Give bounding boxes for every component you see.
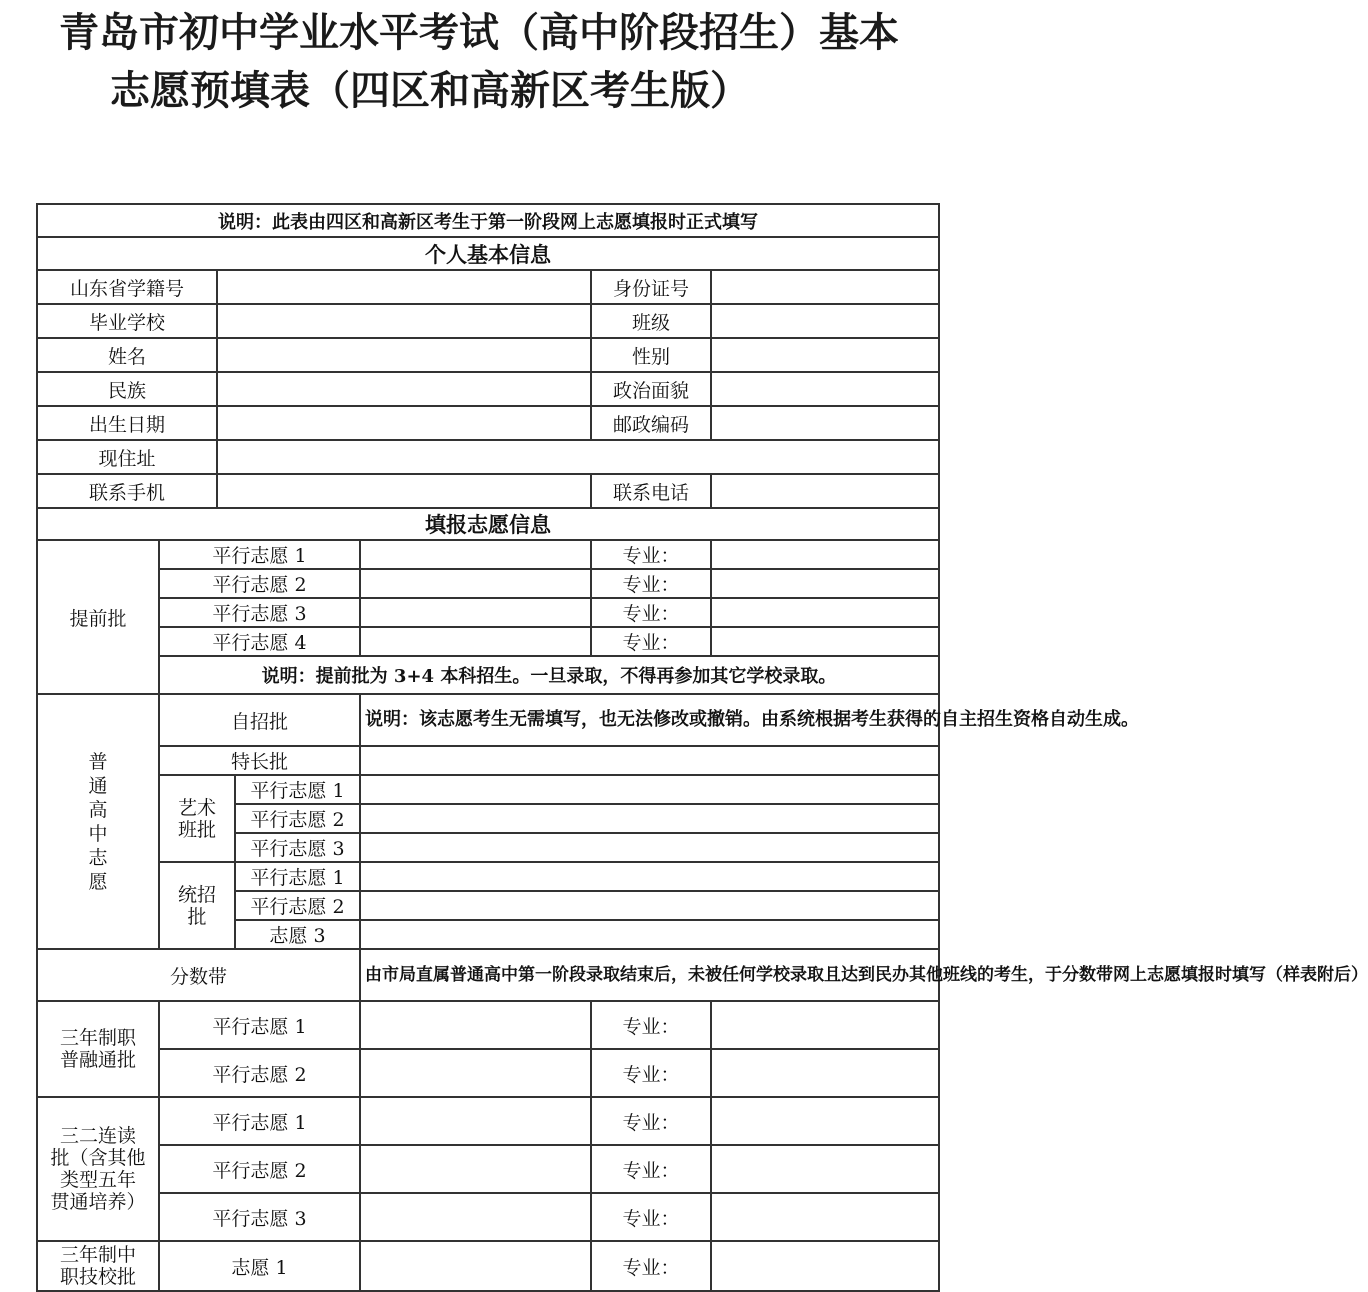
field-class[interactable] <box>711 304 939 338</box>
three-two-choice-2-field[interactable] <box>360 1145 591 1193</box>
three-two-major-2-label: 专业： <box>591 1145 711 1193</box>
label-phone: 联系电话 <box>591 474 711 508</box>
tech-school-choice-1-label: 志愿 1 <box>159 1241 360 1291</box>
early-choice-2-label: 平行志愿 2 <box>159 569 360 598</box>
early-choice-1-field[interactable] <box>360 540 591 569</box>
label-birth-date: 出生日期 <box>37 406 217 440</box>
art-class-label-line: 班批 <box>177 818 216 841</box>
field-birth-date[interactable] <box>217 406 591 440</box>
early-choice-3-label: 平行志愿 3 <box>159 598 360 627</box>
field-name[interactable] <box>217 338 591 372</box>
self-recruit-label: 自招批 <box>159 694 360 746</box>
general-high-char: 高 <box>88 798 108 821</box>
three-two-choice-2-label: 平行志愿 2 <box>159 1145 360 1193</box>
unified-choice-1-label: 平行志愿 1 <box>235 862 360 891</box>
label-class: 班级 <box>591 304 711 338</box>
label-gender: 性别 <box>591 338 711 372</box>
tech-school-choice-1-field[interactable] <box>360 1241 591 1291</box>
vocational-label-line: 普融通批 <box>59 1049 136 1071</box>
label-id-card: 身份证号 <box>591 270 711 304</box>
form-title-line1: 青岛市初中学业水平考试（高中阶段招生）基本 <box>59 10 899 56</box>
field-id-card[interactable] <box>711 270 939 304</box>
unified-choice-3-field[interactable] <box>360 920 939 949</box>
field-postal-code[interactable] <box>711 406 939 440</box>
art-choice-2-label: 平行志愿 2 <box>235 804 360 833</box>
personal-info-header: 个人基本信息 <box>37 237 939 270</box>
field-student-id[interactable] <box>217 270 591 304</box>
self-recruit-note: 说明：该志愿考生无需填写，也无法修改或撤销。由系统根据考生获得的自主招生资格自动生成。 <box>360 694 939 746</box>
art-class-label <box>159 775 235 862</box>
tech-school-batch-label <box>37 1241 159 1291</box>
early-major-3-label: 专业： <box>591 598 711 627</box>
early-choice-4-label: 平行志愿 4 <box>159 627 360 656</box>
three-two-choice-3-label: 平行志愿 3 <box>159 1193 360 1241</box>
tech-school-label-line: 职技校批 <box>59 1266 136 1288</box>
specialty-batch-field[interactable] <box>360 746 939 775</box>
three-two-label-line: 三二连读 <box>59 1125 136 1147</box>
three-two-label-line: 类型五年 <box>59 1169 136 1191</box>
three-two-choice-3-field[interactable] <box>360 1193 591 1241</box>
tech-school-label-line: 三年制中 <box>59 1244 136 1266</box>
vocational-choice-2-field[interactable] <box>360 1049 591 1097</box>
three-two-label-line: 批（含其他 <box>50 1147 146 1169</box>
vocational-choice-1-label: 平行志愿 1 <box>159 1001 360 1049</box>
vocational-major-2-field[interactable] <box>711 1049 939 1097</box>
label-school: 毕业学校 <box>37 304 217 338</box>
vocational-major-1-field[interactable] <box>711 1001 939 1049</box>
general-high-label <box>37 694 159 949</box>
early-major-3-field[interactable] <box>711 598 939 627</box>
vocational-choice-1-field[interactable] <box>360 1001 591 1049</box>
unified-choice-2-label: 平行志愿 2 <box>235 891 360 920</box>
general-high-char: 中 <box>88 822 108 845</box>
general-high-char: 普 <box>88 750 108 773</box>
label-mobile: 联系手机 <box>37 474 217 508</box>
art-choice-2-field[interactable] <box>360 804 939 833</box>
art-choice-1-label: 平行志愿 1 <box>235 775 360 804</box>
instruction-row: 说明：此表由四区和高新区考生于第一阶段网上志愿填报时正式填写 <box>37 204 939 237</box>
tech-school-major-field[interactable] <box>711 1241 939 1291</box>
score-band-label: 分数带 <box>37 949 360 1001</box>
tech-school-major-label: 专业： <box>591 1241 711 1291</box>
early-batch-note: 说明：提前批为 3+4 本科招生。一旦录取，不得再参加其它学校录取。 <box>159 656 939 694</box>
label-postal-code: 邮政编码 <box>591 406 711 440</box>
unified-choice-1-field[interactable] <box>360 862 939 891</box>
vocational-major-1-label: 专业： <box>591 1001 711 1049</box>
score-band-note: 由市局直属普通高中第一阶段录取结束后，未被任何学校录取且达到民办其他班线的考生，于分数带网上志愿填报时填写（样表附后） <box>360 949 939 1001</box>
field-address[interactable] <box>217 440 939 474</box>
general-high-char: 通 <box>88 774 108 797</box>
unified-choice-3-label: 志愿 3 <box>235 920 360 949</box>
field-school[interactable] <box>217 304 591 338</box>
volunteer-info-header: 填报志愿信息 <box>37 508 939 540</box>
three-two-major-3-label: 专业： <box>591 1193 711 1241</box>
volunteer-form-table <box>36 203 1368 1292</box>
art-choice-3-label: 平行志愿 3 <box>235 833 360 862</box>
general-high-char: 愿 <box>88 870 108 893</box>
specialty-batch-label: 特长批 <box>159 746 360 775</box>
art-class-label-line: 艺术 <box>177 796 216 819</box>
field-gender[interactable] <box>711 338 939 372</box>
art-choice-3-field[interactable] <box>360 833 939 862</box>
field-mobile[interactable] <box>217 474 591 508</box>
field-phone[interactable] <box>711 474 939 508</box>
general-high-char: 志 <box>88 846 108 869</box>
three-two-batch-label <box>37 1097 159 1241</box>
early-major-1-label: 专业： <box>591 540 711 569</box>
three-two-choice-1-label: 平行志愿 1 <box>159 1097 360 1145</box>
form-title-line2: 志愿预填表（四区和高新区考生版） <box>110 68 750 114</box>
three-two-major-2-field[interactable] <box>711 1145 939 1193</box>
label-address: 现住址 <box>37 440 217 474</box>
field-ethnicity[interactable] <box>217 372 591 406</box>
vocational-choice-2-label: 平行志愿 2 <box>159 1049 360 1097</box>
early-major-4-label: 专业： <box>591 627 711 656</box>
early-choice-2-field[interactable] <box>360 569 591 598</box>
unified-batch-label <box>159 862 235 949</box>
early-major-2-label: 专业： <box>591 569 711 598</box>
unified-batch-label-line: 统招 <box>177 883 216 906</box>
vocational-label-line: 三年制职 <box>59 1027 136 1049</box>
field-political-status[interactable] <box>711 372 939 406</box>
vocational-batch-label <box>37 1001 159 1097</box>
label-student-id: 山东省学籍号 <box>37 270 217 304</box>
art-choice-1-field[interactable] <box>360 775 939 804</box>
early-choice-4-field[interactable] <box>360 627 591 656</box>
label-name: 姓名 <box>37 338 217 372</box>
three-two-major-1-field[interactable] <box>711 1097 939 1145</box>
three-two-choice-1-field[interactable] <box>360 1097 591 1145</box>
early-major-1-field[interactable] <box>711 540 939 569</box>
early-major-4-field[interactable] <box>711 627 939 656</box>
three-two-major-1-label: 专业： <box>591 1097 711 1145</box>
early-batch-label: 提前批 <box>37 540 159 694</box>
unified-choice-2-field[interactable] <box>360 891 939 920</box>
three-two-label-line: 贯通培养） <box>50 1191 146 1213</box>
three-two-major-3-field[interactable] <box>711 1193 939 1241</box>
vocational-major-2-label: 专业： <box>591 1049 711 1097</box>
label-political-status: 政治面貌 <box>591 372 711 406</box>
early-major-2-field[interactable] <box>711 569 939 598</box>
label-ethnicity: 民族 <box>37 372 217 406</box>
early-choice-3-field[interactable] <box>360 598 591 627</box>
unified-batch-label-line: 批 <box>187 905 207 928</box>
early-choice-1-label: 平行志愿 1 <box>159 540 360 569</box>
form-title <box>14 4 944 120</box>
